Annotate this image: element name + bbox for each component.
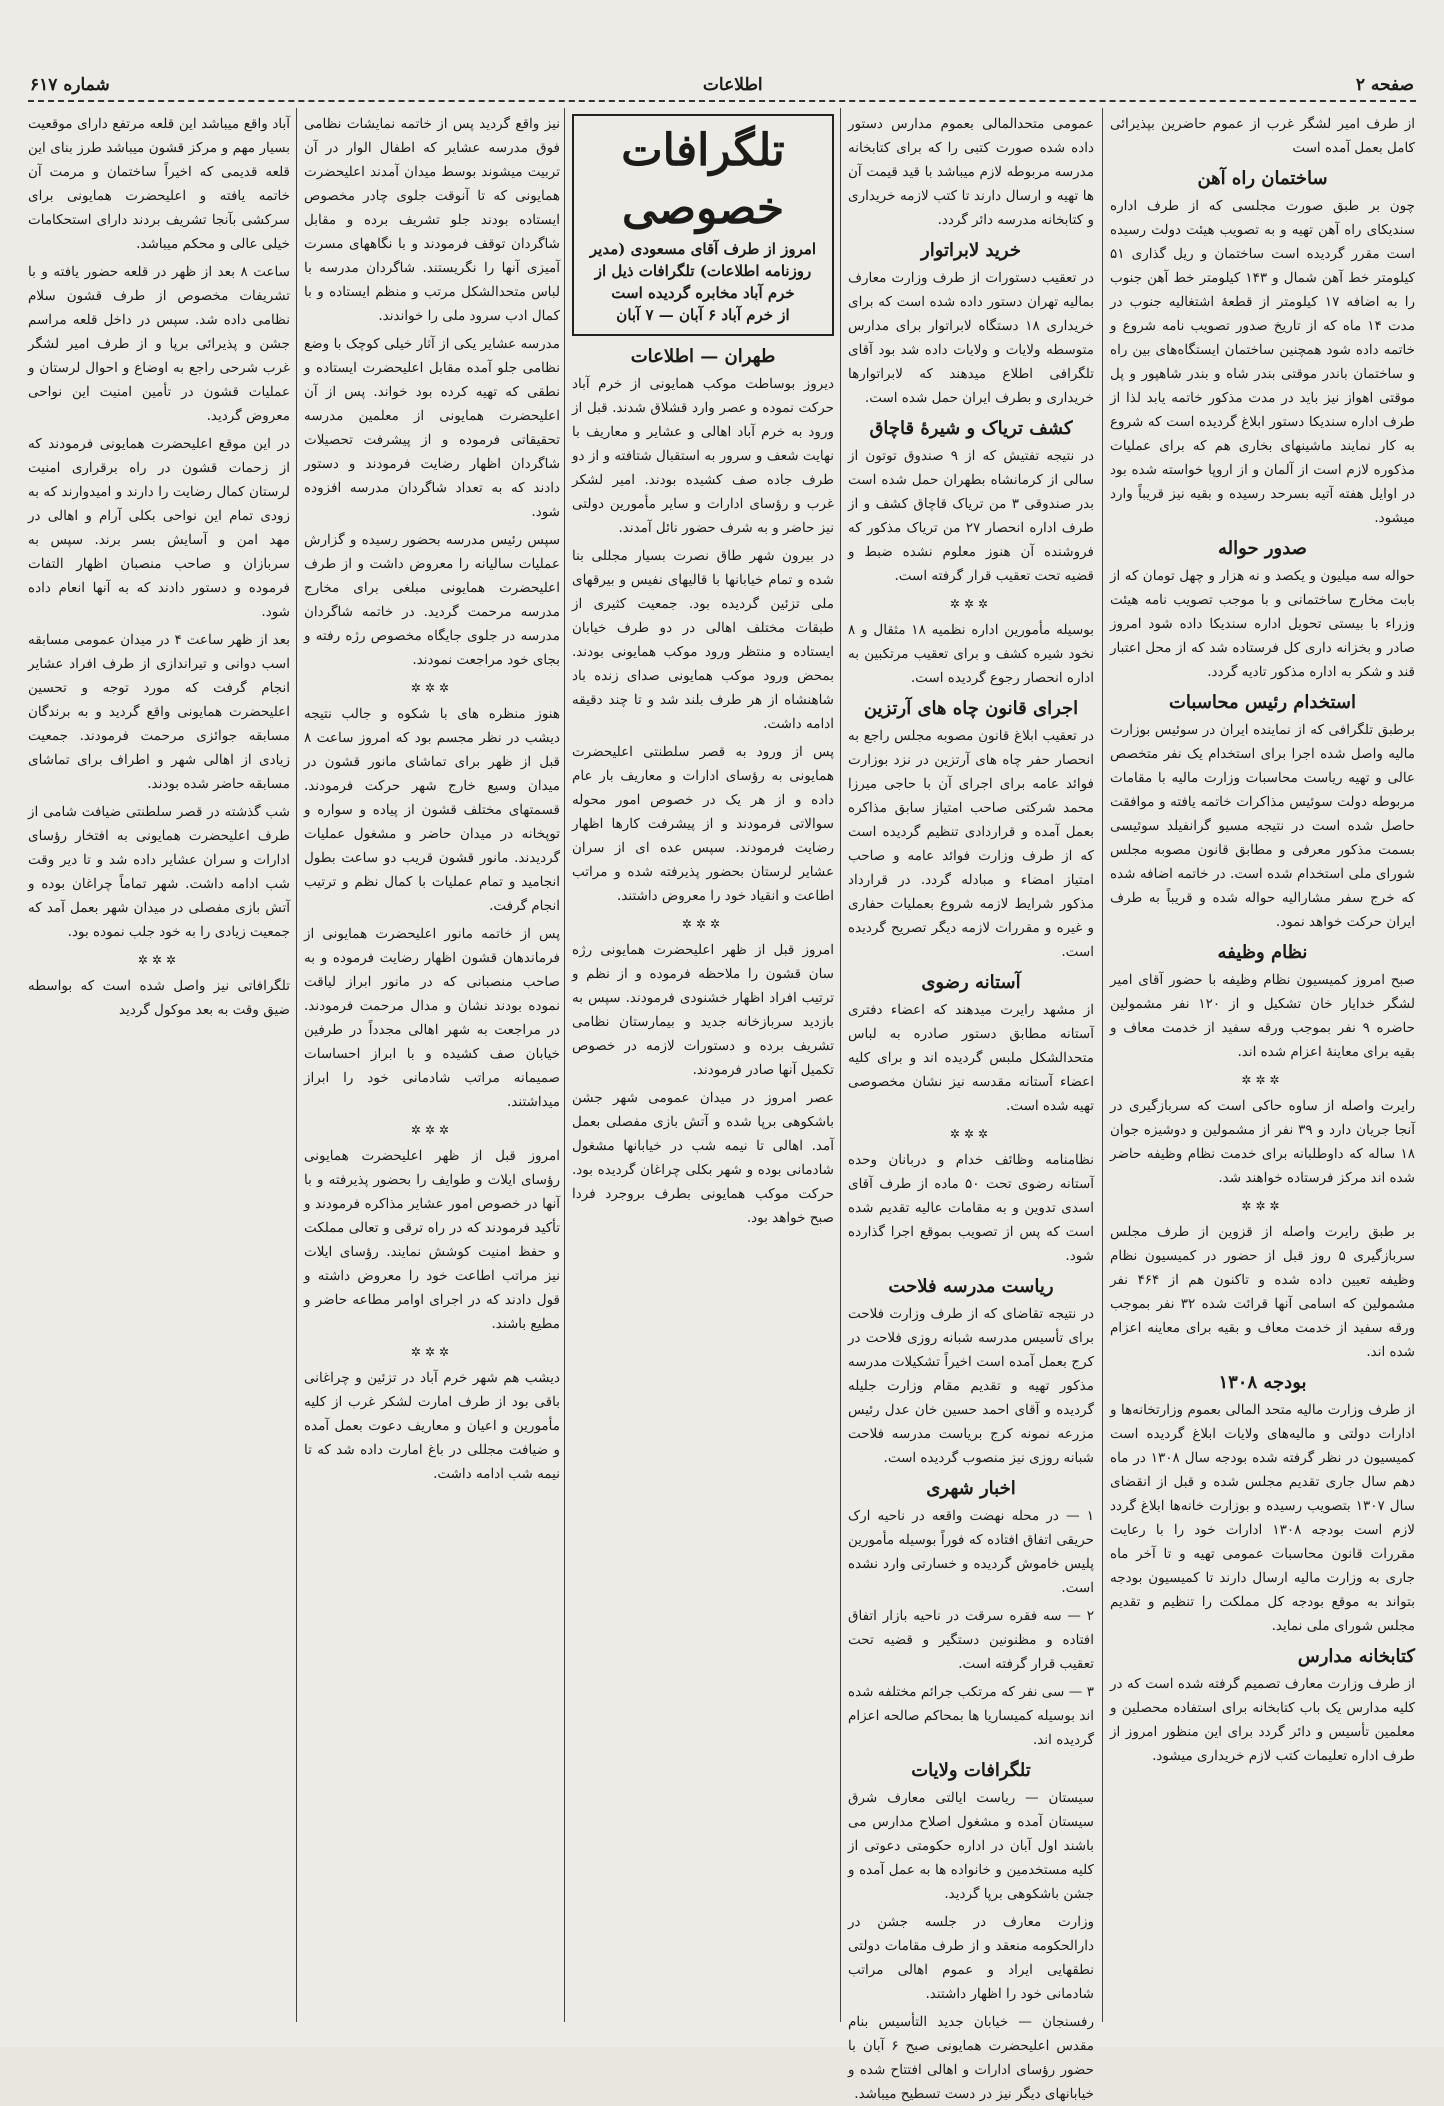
telegram-item-3: رفسنجان — خیابان جدید التأسیس بنام مقدس اعلیحضرت همایونی صبح ۶ آبان با حضور رؤسای ادارات و اهالی افتتاح شده و خیابانهای دیگر نیز در دست تسطیح میباشد. — [848, 2014, 1094, 2102]
telegram-item-2: وزارت معارف در جلسه جشن در دارالحکومه منعقد و از طرف مقامات دولتی نطقهایی ایراد و عموم اهالی مراتب شادمانی خود را اظهار داشتند. — [848, 1914, 1094, 2002]
article-paragraph: دیروز بوساطت موکب همایونی از خرم آباد حرکت نموده و عصر وارد قشلاق شدند. قبل از ورود به خرم آباد اهالی و عشایر و معاریف با نهایت شعف و سرور به استقبال شتافته و از دو طرف جاده صف کشیده بودند. امیر لشکر غرب و رؤسای ادارات و سایر مأمورین دولتی نیز حاضر و به شرف حضور نائل آمدند. — [572, 376, 834, 536]
separator-stars: ✲✲✲ — [681, 917, 725, 931]
headline-budget: بودجه ۱۳۰۸ — [1218, 1372, 1307, 1393]
headline-city: اخبار شهری — [926, 1478, 1016, 1499]
article-library: از طرف وزارت معارف تصمیم گرفته شده است که در کلیه مدارس یک باب کتابخانه برای استفاده محصلین و معلمین تأسیس و دائر گردد برای این منظور امروز از طرف اداره تعلیمات کتب لازم خریداری میشود. — [1110, 1676, 1415, 1764]
column-5 — [28, 112, 290, 2027]
banner-title: تلگرافات خصوصی — [621, 125, 785, 234]
dateline: طهران — اطلاعات — [630, 346, 776, 367]
banner-subtitle: امروز از طرف آقای مسعودی (مدیر روزنامه اطلاعات) تلگرافات ذیل از خرم آباد مخابره گردیده است — [589, 240, 817, 302]
column-divider — [840, 108, 841, 2022]
column-2 — [848, 112, 1095, 2102]
article-paragraph: در بیرون شهر طاق نصرت بسیار مجللی بنا شده و تمام خیابانها با قالیهای نفیس و بیرقهای ملی تزئین گردیده بود. جمعیت کثیری از طبقات مختلف اهالی در دو طرف خیابان ایستاده و منتظر ورود موکب همایونی بودند. بمحض ورود موکب همایونی صدای زنده باد شاهنشاه از هر طرف بلند شد و تا چند دقیقه ادامه داشت. — [572, 548, 834, 732]
article-paragraph: پس از خاتمه مانور اعلیحضرت همایونی از فرماندهان قشون اظهار رضایت فرموده و به صاحب منصبانی که در مانور ابراز لیاقت نموده بودند نشان و مدال مرحمت فرمودند. در مراجعت به شهر اهالی مجدداً در طرفین خیابان صف کشیده و با ابراز احساسات صمیمانه مراتب شادمانی خود را ابراز میداشتند. — [304, 926, 560, 1110]
separator-stars: ✲✲✲ — [1241, 1073, 1284, 1087]
page-number: صفحه ۲ — [1355, 75, 1414, 95]
column-divider — [296, 108, 297, 2022]
article-paragraph: امروز قبل از ظهر اعلیحضرت همایونی رؤسای ایلات و طوایف را بحضور پذیرفته و با آنها در خصوص امور عشایر مذاکره فرمودند و تأکید فرمودند که در راه ترقی و تعالی مملکت و حفظ امنیت کوشش نمایند. رؤسای ایلات نیز مراتب اطاعت خود را معروض داشته و قول دادند که در اجرای اوامر مطاعه حاضر و مطیع باشند. — [304, 1148, 560, 1332]
column-3 — [572, 112, 834, 2027]
headline-conscription: نظام وظیفه — [1217, 942, 1308, 963]
column-divider — [564, 108, 565, 2022]
column-divider — [1102, 108, 1103, 2022]
article-paragraph: هنوز منظره های با شکوه و جالب نتیجه دیشب در نظر مجسم بود که امروز ساعت ۸ قبل از ظهر برای تماشای مانور قشون در میدان وسیع خارج شهر حرکت فرمودند. قسمتهای مختلف قشون از پیاده و سواره و توپخانه در میدان حاضر و مشغول عملیات گردیدند. مانور قشون قریب دو ساعت بطول انجامید و تمام عملیات با کمال نظم و ترتیب انجام گرفت. — [304, 706, 560, 914]
article-agri: در نتیجه تقاضای که از طرف وزارت فلاحت برای تأسیس مدرسه شبانه روزی فلاحت در کرج بعمل آمده است اخیراً تشکیلات مدرسه مذکور تهیه و تقدیم مقام وزارت جلیله گردیده و آقای احمد حسین خان عدل رئیس مزرعه نمونه کرج بریاست مدرسه فلاحت شبانه روزی نیز منصوب گردیده است. — [848, 1306, 1094, 1466]
telegram-item-1: سیستان — ریاست ایالتی معارف شرق سیستان آمده و مشغول اصلاح مدارس می باشند اول آبان در اداره حکومتی دعوتی از کلیه مستخدمین و خانواده ها به عمل آمده و جشن باشکوهی برپا گردید. — [848, 1790, 1094, 1902]
article-paragraph: دیشب هم شهر خرم آباد در تزئین و چراغانی باقی بود از طرف امارت لشکر غرب از کلیه مأمورین و اعیان و معاریف دعوت بعمل آمده و ضیافت مجللی در باغ امارت داده شد که تا نیمه شب ادامه داشت. — [304, 1370, 560, 1482]
closing-note: تلگرافاتی نیز واصل شده است که بواسطه ضیق وقت به بعد موکول گردید — [28, 978, 290, 1018]
headline-shrine: آستانه رضوی — [921, 972, 1021, 993]
headline-library: کتابخانه مدارس — [1297, 1646, 1415, 1667]
headline-opium: کشف تریاک و شیرهٔ قاچاق — [869, 418, 1073, 439]
column-1 — [1110, 112, 1415, 2027]
paper-name: اطلاعات — [702, 75, 763, 95]
headline-auditor: استخدام رئیس محاسبات — [1168, 692, 1357, 713]
article-paragraph: آباد واقع میباشد این قلعه مرتفع دارای موقعیت بسیار مهم و مرکز قشون میباشد طرز بنای این قلعه قدیمی که اخیراً ساختمان و مرمت آن خاتمه یافته و اعلیحضرت همایونی برای سرکشی بآنجا تشریف بردند دارای استحکامات خیلی عالی و محکم میباشد. — [28, 116, 290, 252]
article-conscription: صبح امروز کمیسیون نظام وظیفه با حضور آقای امیر لشگر خدایار خان تشکیل و از ۱۲۰ نفر مشمولین حاضره ۹ نفر بموجب ورقه سفید از خدمت معاف و بقیه برای معاینهٔ اعزام شده اند. — [1110, 972, 1415, 1060]
article-auditor: برطبق تلگرافی که از نماینده ایران در سوئیس بوزارت مالیه واصل شده اجرا برای استخدام یک نفر متخصص عالی و تهیه ریاست محاسبات وزارت مالیه با مقامات مربوطه دولت سوئیس مذاکرات خاتمه یافته و موافقت حاصل شده است در نتیجه مسیو گرانفیلد سوئیسی بسمت مذکور معرفی و مطابق قانون مصوبه مجلس شورای ملی استخدام شده است. در خاتمه اضافه شده که خرج سفر مشارالیه حواله شده و قریباً به طرف ایران حرکت خواهد نمود. — [1110, 722, 1415, 930]
article-seizure: بوسیله مأمورین اداره نظمیه ۱۸ مثقال و ۸ نخود شیره کشف و برای تعقیب مرتکبین به اداره انحصار رجوع گردیده است. — [848, 622, 1094, 686]
separator-stars: ✲✲✲ — [137, 953, 181, 967]
article-paragraph: شب گذشته در قصر سلطنتی ضیافت شامی از طرف اعلیحضرت همایونی به افتخار رؤسای ادارات و سران عشایر داده شد و تا دیر وقت شب ادامه داشت. شهر تماماً چراغان بوده و آتش بازی مفصلی در میدان شهر بعمل آمد که جمعیت زیادی را به خود جلب نموده بود. — [28, 804, 290, 940]
article-transfer: حواله سه میلیون و یکصد و نه هزار و چهل تومان که از بابت مخارج ساختمانی و با موجب تصویب نامه هیئت وزراء با بیستی تحویل اداره سندیکا داده شود امروز صادر و بخزانه داری کل فرستاده شد که از محل اعتبار قند و شکر به اداره مذکور تادیه گردد. — [1110, 568, 1415, 680]
headline-railway: ساختمان راه آهن — [1197, 168, 1328, 189]
article-qazvin: بر طبق رایرت واصله از قزوین از طرف مجلس سربازگیری ۵ روز قبل از حضور در کمیسیون نظام وظیفه تعیین داده شده و تاکنون هم از ۴۶۴ نفر مشمولین که اسامی آنها قرائت شده ۳۲ نفر بموجب ورقه سفید از خدمت معاف و بقیه برای معاینه اعزام شده اند. — [1110, 1224, 1416, 1360]
banner-date: از خرم آباد ۶ آبان — ۷ آبان — [616, 306, 790, 324]
masthead-divider — [28, 100, 1416, 102]
article-shrine: از مشهد رایرت میدهند که اعضاء دفتری آستانه مطابق دستور صادره به لباس متحدالشکل ملبس گردیده اند و برای کلیه اعضاء آستانه مقدسه نیز نشان مخصوصی تهیه شده است. — [848, 1002, 1094, 1114]
article-opium: در نتیجه تفتیش که از ۹ صندوق توتون از سالی از کرمانشاه بطهران حمل شده است بدر صندوقی ۳ من تریاک قاچاق کشف و از طرف اداره انحصار ۲۷ من تریاک مذکور که فروشنده آن هنوز معلوم نشده ضبط و قضیه تحت تعقیب قرار گرفته است. — [848, 448, 1094, 584]
masthead — [30, 70, 1414, 100]
article-budget: از طرف وزارت مالیه متحد المالی بعموم وزارتخانه‌ها و ادارات دولتی و مالیه‌های ولایات ابلاغ گردیده است کمیسیون در نظر گرفته شده بودجه سال ۱۳۰۸ در ماه دهم سال جاری تقدیم مجلس شده و قبل از انقضای سال ۱۳۰۷ بتصویب رسیده و بوزارت خانه‌ها ابلاغ گردد لازم است بودجه ۱۳۰۸ ادارات خود را با رعایت مقررات قانون محاسبات عمومی تهیه و تا آخر ماه جاری به وزارت مالیه ارسال دارند تا کمیسیون بودجه بتواند به موقع بودجه کل مملکت را تنظیم و تقدیم مجلس شورای ملی نماید. — [1110, 1402, 1415, 1634]
article-staff: نظامنامه وظائف خدام و دربانان وحده آستانه رضوی تحت ۵۰ ماده از طرف آقای اسدی تدوین و به مقامات عالیه تقدیم شده است که پس از تصویب بموقع اجرا گذارده شود. — [848, 1152, 1095, 1264]
article-railway: چون بر طبق صورت مجلسی که از طرف اداره سندیکای راه آهن تهیه و به تصویب هیئت دولت رسیده است مقرر گردیده است ساختمان و ریل گذاری ۵۱ کیلومتر خط آهن شمال و ۱۴۳ کیلومتر خط آهن جنوب را به اضافه ۱۷ کیلومتر از قطعهٔ اشتغالیه جنوب در مدت ۱۴ ماه که از تاریخ صدور تصویب نامه شروع و خاتمه داده شود همچنین ساختمان ایستگاه‌های بین راه و ساختمان باندر موقتی بندر شاه و بندر شاهپور و پل موقتی اهواز نیز باید در مدت مذکور خاتمه یابد لذا از طرف اداره سندیکا دستور ابلاغ گردیده است که شروع به کار نمایند ماشینهای بخاری هم که برای عملیات مذکوره لازم است از آلمان و از اروپا خواسته شده بود در اوایل هفته آتیه بسرحد رسیده و بقیه نیز قریباً وارد میشود. — [1110, 198, 1415, 526]
article-top: عمومی متحدالمالی بعموم مدارس دستور داده شده صورت کتبی را که برای کتابخانه مدرسه مربوطه لازم میباشد با قید قیمت آن ها تهیه و ارسال دارند تا کتب لازمه خریداری و کتابخانه مدرسه دائر گردد. — [848, 116, 1094, 228]
telegram-banner — [572, 114, 834, 336]
article-paragraph: نیز واقع گردید پس از خاتمه نمایشات نظامی فوق مدرسه عشایر که اطفال الوار در آن تربیت میشوند بوسط میدان آمدند اعلیحضرت همایونی که تا آنوقت جلوی چادر مخصوص ایستاده بودند جلو تشریف برده و مقابل شاگردان توقف فرمودند و با نگاههای مسرت آمیزی آنها را نگریستند. شاگردان مدرسه با لباس متحدالشکل مرتب و منظم ایستاده و با کمال ادب سرود ملی را خواندند. — [304, 116, 560, 324]
column-4 — [304, 112, 560, 2027]
headline-transfer: صدور حواله — [1218, 538, 1307, 559]
article-recruits: رایرت واصله از ساوه حاکی است که سربازگیری در آنجا جریان دارد و ۳۹ نفر از مشمولین و دوشیزه جوان ۱۸ ساله که داوطلبانه برای خدمت نظام وظیفه حاضر شده اند مرکز فرستاده خواهند شد. — [1110, 1098, 1415, 1186]
issue-number: شماره ۶۱۷ — [30, 75, 110, 95]
lead-paragraph: از طرف امیر لشگر غرب از عموم حاضرین بپذیرائی کامل بعمل آمده است — [1110, 116, 1415, 156]
article-paragraph: عصر امروز در میدان عمومی شهر جشن باشکوهی برپا شده و آتش بازی مفصلی بعمل آمد. اهالی تا نیمه شب در خیابانها مشغول شادمانی بوده و شهر بکلی چراغان گردیده بود. حرکت موکب همایونی بطرف بروجرد فردا صبح خواهد بود. — [572, 1090, 834, 1226]
article-paragraph: مدرسه عشایر یکی از آثار خیلی کوچک با وضع نظامی جلو آمده مقابل اعلیحضرت ایستاده و نطقی که تهیه کرده بود خواند. پس از آن اعلیحضرت همایونی از معلمین مدرسه تحقیقاتی فرموده و از پیشرفت تحصیلات شاگردان اظهار رضایت فرمودند و دستور دادند که به تعداد شاگردان مدرسه افزوده شود. — [304, 336, 560, 520]
article-wells: در تعقیب ابلاغ قانون مصوبه مجلس راجع به انحصار حفر چاه های آرتزین در نزد بوزارت فوائد عامه برای اجرای آن با حاجی میرزا محمد شرکتی صاحب امتیاز سابق مذاکره بعمل آمده و قراردادی تنظیم گردیده است که از طرف وزارت فوائد عامه و صاحب امتیاز امضاء و مبادله گردد. در قرارداد مذکور شرایط لازمه شروع بعملیات حفاری و غیره و مقررات لازمه دیگر تصریح گردیده است. — [848, 728, 1094, 960]
separator-stars: ✲✲✲ — [410, 1123, 454, 1137]
separator-stars: ✲✲✲ — [949, 1127, 993, 1141]
city-item-1: ۱ — در محله نهضت واقعه در ناحیه ارک حریقی اتفاق افتاده که فوراً بوسیله مأمورین پلیس خاموش گردیده و خسارتی وارد نشده است. — [848, 1508, 1094, 1596]
headline-wells: اجرای قانون چاه های آرتزین — [863, 698, 1079, 719]
city-item-3: ۳ — سی نفر که مرتکب جرائم مختلفه شده اند بوسیله کمیساریا ها بمحاکم صالحه اعزام گردیده اند. — [848, 1684, 1094, 1748]
separator-stars: ✲✲✲ — [410, 1345, 454, 1359]
article-paragraph: بعد از ظهر ساعت ۴ در میدان عمومی مسابقه اسب دوانی و تیراندازی از طرف افراد عشایر انجام گرفت که مورد توجه و تحسین اعلیحضرت همایونی واقع گردید و به برندگان مسابقه جوائزی مرحمت فرمودند. جمعیت زیادی از اهالی شهر و اطراف برای تماشای مسابقه حاضر شده بودند. — [28, 632, 290, 792]
headline-agri: ریاست مدرسه فلاحت — [888, 1276, 1054, 1297]
separator-stars: ✲✲✲ — [410, 681, 454, 695]
headline-lab: خرید لابراتوار — [921, 240, 1021, 261]
city-item-2: ۲ — سه فقره سرقت در ناحیه بازار اتفاق افتاده و مظنونین دستگیر و قضیه تحت تعقیب قرار گرفته است. — [848, 1608, 1094, 1672]
separator-stars: ✲✲✲ — [1241, 1199, 1284, 1213]
article-paragraph: ساعت ۸ بعد از ظهر در قلعه حضور یافته و با تشریفات مخصوص از طرف قشون سلام نظامی داده شد. سپس در داخل قلعه مراسم جشن و پذیرائی برپا و از طرف امیر لشگر غرب شرحی راجع به اوضاع و احوال لرستان و عملیات قشون در تأمین امنیت این نواحی معروض گردید. — [28, 264, 290, 424]
separator-stars: ✲✲✲ — [949, 597, 993, 611]
article-paragraph: امروز قبل از ظهر اعلیحضرت همایونی رژه سان قشون را ملاحظه فرموده و از نظم و ترتیب افراد اظهار خشنودی فرمودند. سپس به بازدید سربازخانه جدید و بیمارستان نظامی تشریف برده و دستورات لازمه در خصوص تکمیل آنها صادر فرمودند. — [572, 942, 834, 1078]
article-paragraph: پس از ورود به قصر سلطنتی اعلیحضرت همایونی به رؤسای ادارات و معاریف بار عام داده و از هر یک در خصوص امور محوله سوالاتی فرمودند و از پیشرفت کارها اظهار رضایت فرمودند. سپس عده ای از سران عشایر لرستان بحضور پذیرفته شده و مراتب اطاعت و انقیاد خود را معروض داشتند. — [572, 744, 834, 904]
article-paragraph: سپس رئیس مدرسه بحضور رسیده و گزارش عملیات سالیانه را معروض داشت و از طرف اعلیحضرت همایونی مبلغی برای مخارج مدرسه مرحمت گردید. در خاتمه شاگردان مدرسه در جلوی جایگاه مخصوص رژه رفته و بجای خود مراجعت نمودند. — [304, 532, 560, 668]
headline-telegrams: تلگرافات ولایات — [911, 1760, 1031, 1781]
article-lab: در تعقیب دستورات از طرف وزارت معارف بمالیه تهران دستور داده شده است که برای خریداری ۱۸ دستگاه لابراتوار برای مدارس متوسطه ولایات و ولایات داده شد بود آقای تلگرافی اطلاع میدهند که لابراتوارها خریداری و بطرف ایران حمل شده است. — [848, 270, 1094, 406]
article-paragraph: در این موقع اعلیحضرت همایونی فرمودند که از زحمات قشون در راه برقراری امنیت لرستان کمال رضایت را دارند و امیدوارند که به زودی تمام این نواحی بکلی آرام و اهالی در مهد امن و آسایش بسر برند. سپس به سربازان و صاحب منصبان اظهار التفات فرموده و دستور دادند که به آنها انعام داده شود. — [28, 436, 290, 620]
